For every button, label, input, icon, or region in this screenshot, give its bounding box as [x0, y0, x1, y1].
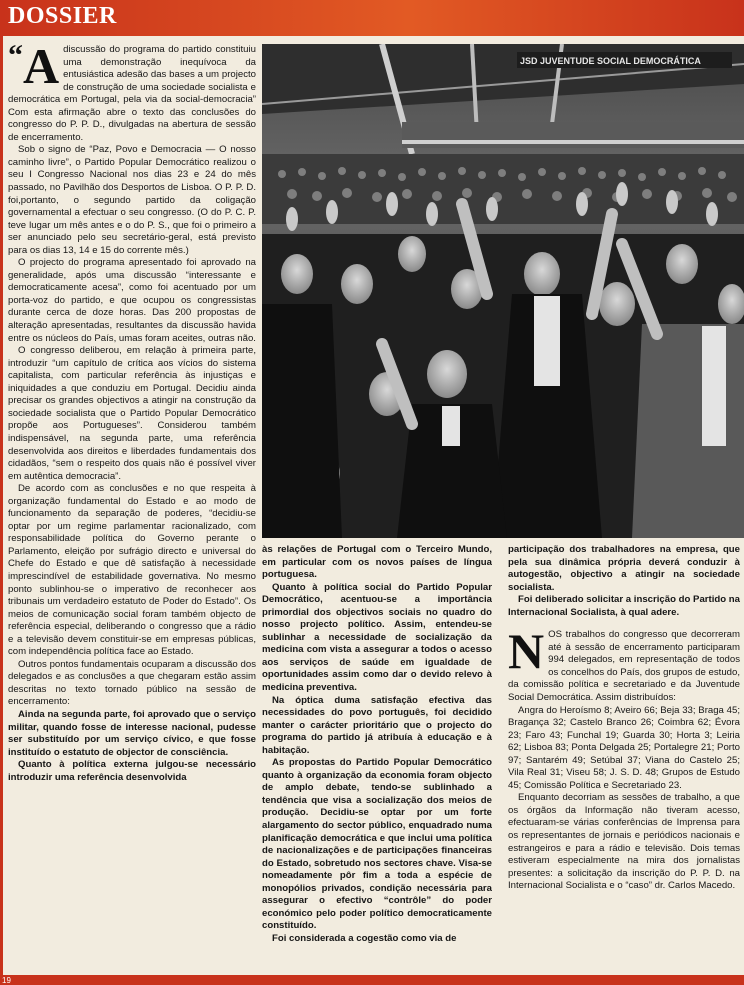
article-paragraph-bold: Na óptica duma satisfação efectiva das necessidades do povo português, foi decidido manter o carácter prioritário que o projecto do programa do partido já atribuía à educação e à habitação. [262, 694, 492, 756]
crowd-photo-illustration [262, 44, 744, 538]
article-paragraph-bold: Ainda na segunda parte, foi aprovado que o serviço militar, quando fosse de interesse nacional, pudesse ser substituído por um serviço cívico, e que fosse instituído o estatuto de objector de consciência. [8, 708, 256, 758]
article-paragraph-bold: às relações de Portugal com o Terceiro Mundo, em particular com os novos países de língua portuguesa. [262, 544, 492, 581]
article-paragraph: O projecto do programa apresentado foi aprovado na generalidade, após uma discussão “interessante e democraticamente acesa”, como foi acentuado por um porta-voz do partido, e que ocupou os congressistas durante cerca de doze horas. Das 200 propostas de alteração apresentadas, resultantes da discussão havida entre os núcleos do País, umas foram aceites, outras não. [8, 257, 256, 344]
delegates-intro-paragraph [508, 623, 740, 704]
article-column-1 [8, 44, 256, 975]
section-banner [0, 0, 744, 36]
article-paragraph: Outros pontos fundamentais ocuparam a discussão dos delegados e as conclusões a que chegaram estão assim descritas no texto tornado público na sessão de encerramento: [8, 658, 256, 708]
drop-cap-letter: A [23, 44, 60, 94]
article-column-2 [262, 544, 492, 974]
article-paragraph-bold: Quanto à política social do Partido Popular Democrático, acentuou-se a importância primordial dos objectivos sociais no quadro do nosso projecto político. Assim, entendeu-se sublinhar a necessidade de socialização da medicina com vista a assegurar a todos o acesso aos serviços de saúde em igualdade de oportunidades assim como dar o devido relevo à medicina preventiva. [262, 581, 492, 694]
article-intro-paragraph [8, 44, 256, 144]
page-edge-left [0, 36, 3, 985]
article-paragraph: O congresso deliberou, em relação à primeira parte, introduzir “um capítulo de crítica aos vícios do sistema capitalista, com particular referência às injustiças e iniquidades a que conduziu em Portugal. Decidiu ainda precisar os grandes objectivos a atingir na construção da sociedade socialista que o Partido Popular Democrático propõe aos Portugueses”. Considerou também indispensável, na segunda parte, uma referência desenvolvida aos direitos e liberdades fundamentais dos cidadãos, “sem o respeito dos quais não é possível viver em autêntica democracia”. [8, 345, 256, 482]
article-paragraph-bold: Quanto à política externa julgou-se necessário introduzir uma referência desenvolvida [8, 759, 256, 783]
article-paragraph-bold: participação dos trabalhadores na empresa, que pela sua dinâmica própria deverá conduzir à autogestão, objectivo a atingir na sociedade socialista. [508, 544, 740, 593]
article-paragraph-bold: Foi deliberado solicitar a inscrição do Partido na Internacional Socialista, à qual adere. [508, 594, 740, 618]
congress-crowd-photo [262, 44, 744, 538]
article-paragraph-bold: Foi considerada a cogestão como via de [272, 932, 457, 944]
drop-cap-letter: N [508, 623, 545, 680]
intro-text: discussão do programa do partido constituiu uma demonstração inequívoca da entusiástica adesão das bases a um projecto de construção de uma sociedade socialista e democrática em Portugal, pela via da social-democracia” Com esta afirmação abre o texto das conclusões do congresso do P. P. D., divulgadas na abertura de sessão de encerramento. [8, 44, 256, 143]
delegates-intro-text: OS trabalhos do congresso que decorreram até à sessão de encerramento participaram 994 delegados, em representação de todos os concelhos do País, dos grupos de estudo, da comissão política e secretariado e da Juventude Social Democrática. Assim distribuídos: [508, 629, 740, 704]
section-title: DOSSIER [8, 3, 117, 29]
opening-quote-mark: “ [8, 44, 23, 72]
page-number: 19 [2, 976, 11, 985]
article-paragraph: Enquanto decorriam as sessões de trabalho, a que os órgãos da Informação não tiveram acesso, efectuaram-se várias conferências de Imprensa para os representantes de jornais e periódicos nacionais e estrangeiros e para a rádio e televisão. Dois temas estiveram especialmente na mira dos jornalistas presentes: a solicitação da inscrição do P. P. D. na Internacional Socialista e o “caso” dr. Carlos Macedo. [508, 792, 740, 892]
article-paragraph: Sob o signo de “Paz, Povo e Democracia — O nosso caminho livre”, o Partido Popular Democrático realizou o seu I Congresso Nacional nos dias 23 e 24 do mês passado, no Pavilhão dos Desportos de Lisboa. O P. P. D. foi,portanto, o segundo partido da coligação governamental a efectuar o seu congresso. (O do P. C. P. teve lugar um mês antes e o do P. S., que foi o primeiro a ser anunciado pelo seu secretário-geral, está previsto para os dias 13, 14 e 15 do corrente mês.) [8, 144, 256, 256]
delegates-list-paragraph: Angra do Heroísmo 8; Aveiro 66; Beja 33; Braga 45; Bragança 32; Castelo Branco 26; Coimbra 62; Évora 23; Faro 43; Funchal 19; Guarda 30; Horta 3; Leiria 62; Lisboa 83; Ponta Delgada 25; Portalegre 21; Porto 97; Santarém 49; Setúbal 37; Viana do Castelo 25; Vila Real 31; Viseu 58; J. S. D. 48; Grupos de Estudo 45; Comissão Política e Secretariado 23. [508, 704, 740, 791]
page-edge-bottom [0, 975, 744, 985]
article-paragraph: De acordo com as conclusões e no que respeita à organização fundamental do Estado e ao modo de funcionamento da separação de poderes, “decidiu-se optar por um regime parlamentar racionalizado, com responsabilidade política do Governo perante o Parlamento, eleição por sufrágio directo e universal do Chefe do Estado e que dê satisfação à necessidade imprescindível de estabilidade governativa. No mesmo ponto sublinhou-se o imperativo de reconhecer aos tribunais um verdadeiro estatuto de Poder do Estado”. Os meios de comunicação social foram também objecto de referência especial, deliberando o congresso que a rádio e a televisão devem constituir-se em empresas públicas, com independência política face ao Estado. [8, 483, 256, 658]
photo-banner-text: JSD JUVENTUDE SOCIAL DEMOCRÁTICA [520, 56, 701, 66]
drop-cap [8, 44, 60, 94]
article-paragraph-bold: As propostas do Partido Popular Democrático quanto à organização da economia foram objecto de amplo debate, tendo-se sublinhado a tendência que visa a socialização dos meios de produção. Decidiu-se optar por um forte alargamento do sector público, enquadrado numa planificação democrática e que inclui uma política de nacionalizações e de participações financeiras do Estado, sobretudo nos sectores chave. Visa-se nomeadamente pôr fim a toda a espécie de monopólios privados, condição necessária para assegurar o efectivo “contrôle” do poder económico pelo poder político democraticamente constituído. [262, 757, 492, 932]
article-column-3 [508, 544, 740, 974]
